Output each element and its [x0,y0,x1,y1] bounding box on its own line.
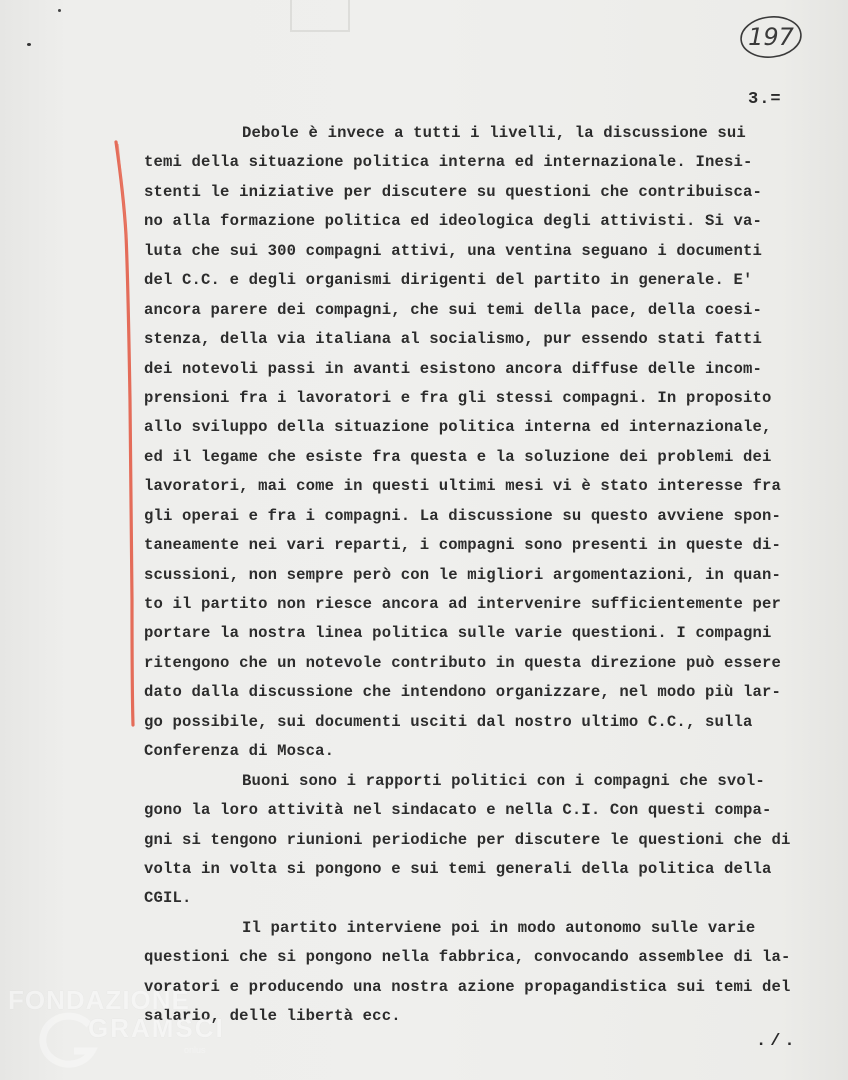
text-line: gono la loro attività nel sindacato e nella C.I. Con questi compa- [144,801,772,820]
text-line: ritengono che un notevole contributo in questa direzione può essere [144,653,782,672]
text-line: ed il legame che esiste fra questa e la soluzione dei problemi dei [144,447,772,466]
watermark-sub: onlus [184,1045,206,1055]
watermark-line2: GRAMSCI [88,1013,225,1043]
folio-number [738,14,804,60]
text-line: taneamente nei vari reparti, i compagni sono presenti in queste di- [144,536,782,555]
text-line: prensioni fra i lavoratori e fra gli stessi compagni. In proposito [144,388,772,407]
ink-speck [58,9,61,12]
watermark-line1: FONDAZIONE [8,985,190,1015]
text-line: del C.C. e degli organismi dirigenti del partito in generale. E' [144,271,753,290]
text-line: voratori e producendo una nostra azione propagandistica sui temi del [144,977,791,996]
text-line: CGIL. [144,889,192,908]
text-line: Buoni sono i rapporti politici con i compagni che svol- [242,771,765,790]
text-line: allo sviluppo della situazione politica interna ed internazionale, [144,418,772,437]
text-line: ancora parere dei compagni, che sui temi della pace, della coesi- [144,300,763,319]
typewritten-body [144,119,824,1032]
text-line: stenza, della via italiana al socialismo, pur essendo stati fatti [144,330,763,349]
text-line: dato dalla discussione che intendono organizzare, nel modo più lar- [144,683,782,702]
text-line: salario, delle libertà ecc. [144,1007,401,1026]
text-line: volta in volta si pongono e sui temi generali della politica della [144,859,772,878]
text-line: Debole è invece a tutti i livelli, la discussione sui [242,124,746,142]
page-number: 3.= [748,90,782,109]
text-line: no alla formazione politica ed ideologica degli attivisti. Si va- [144,212,763,231]
text-line: questioni che si pongono nella fabbrica, convocando assemblee di la- [144,948,791,967]
text-line: Conferenza di Mosca. [144,742,335,761]
ink-speck [27,43,31,46]
text-line: luta che sui 300 compagni attivi, una ventina seguano i documenti [144,241,763,260]
margin-pencil-mark [110,140,140,730]
text-line: go possibile, sui documenti usciti dal nostro ultimo C.C., sulla [144,712,753,731]
text-line: scussioni, non sempre però con le migliori argomentazioni, in quan- [144,565,782,584]
text-line: lavoratori, mai come in questi ultimi mesi vi è stato interesse fra [144,477,782,496]
text-line: dei notevoli passi in avanti esistono ancora diffuse delle incom- [144,359,763,378]
archive-stamp-outline [290,0,350,32]
continuation-mark: ./. [756,1032,799,1051]
text-line: portare la nostra linea politica sulle varie questioni. I compagni [144,624,772,643]
text-line: to il partito non riesce ancora ad intervenire sufficientemente per [144,595,782,613]
text-line: Il partito interviene poi in modo autonomo sulle varie [242,918,756,937]
folio-number-text: 197 [748,23,794,51]
text-line: temi della situazione politica interna ed internazionale. Inesi- [144,153,753,172]
text-line: gli operai e fra i compagni. La discussione su questo avviene spon- [144,506,782,525]
foundation-watermark [4,985,224,1075]
text-line: gni si tengono riunioni periodiche per discutere le questioni che di [144,830,791,849]
text-line: stenti le iniziative per discutere su questioni che contribuisca- [144,182,763,201]
